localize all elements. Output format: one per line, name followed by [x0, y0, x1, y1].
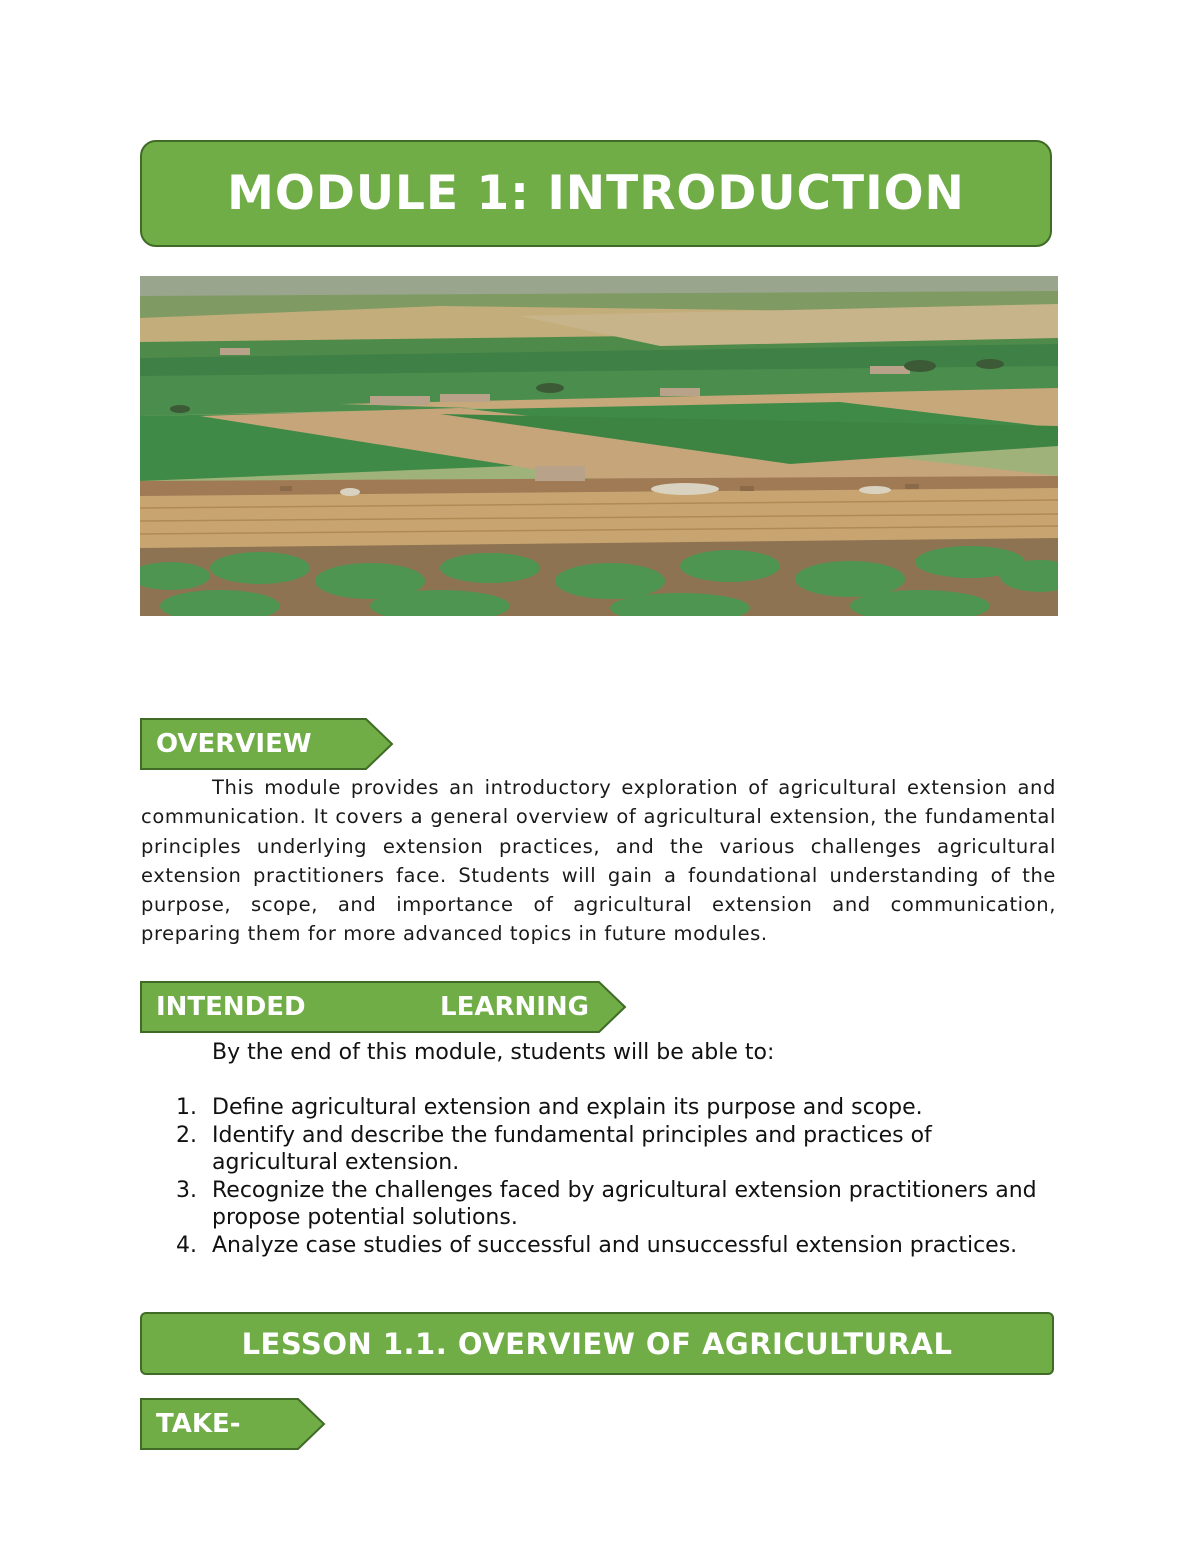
overview-paragraph: This module provides an introductory exploration of agricultural extension and communication. It covers a general overview of agricultural extension, the fundamental principles underlying extension practices, and the various challenges agricultural extension practitioners face. Students will gain a foundational understanding of the purpose, scope, and importance of agricultural extension and communication, preparing them for more advanced topics in future modules.	[141, 776, 1056, 946]
learning-tag-label: LEARNING	[440, 992, 590, 1022]
intended-tag-label: INTENDED	[156, 992, 306, 1022]
farm-landscape-image	[140, 276, 1058, 616]
list-item: 2. Identify and describe the fundamental principles and practices of agricultural extension.	[176, 1122, 932, 1175]
lesson-title: LESSON 1.1. OVERVIEW OF AGRICULTURAL	[140, 1312, 1054, 1375]
objectives-list	[171, 1094, 1061, 1259]
module-title: MODULE 1: INTRODUCTION	[140, 140, 1052, 247]
overview-tag-label: OVERVIEW	[156, 729, 312, 759]
takeoff-tag	[140, 1398, 326, 1450]
list-item: 4. Analyze case studies of successful and unsuccessful extension practices.	[176, 1232, 1018, 1258]
objectives-intro: By the end of this module, students will be able to:	[212, 1040, 775, 1065]
farm-landscape-photo-icon	[140, 276, 1058, 616]
intended-learning-tag	[140, 981, 627, 1033]
list-item: 1. Define agricultural extension and explain its purpose and scope.	[176, 1095, 923, 1120]
list-item: 3. Recognize the challenges faced by agricultural extension practitioners and propose potential solutions.	[176, 1177, 1037, 1230]
takeoff-tag-label: TAKE-	[156, 1409, 241, 1439]
overview-tag	[140, 718, 394, 770]
